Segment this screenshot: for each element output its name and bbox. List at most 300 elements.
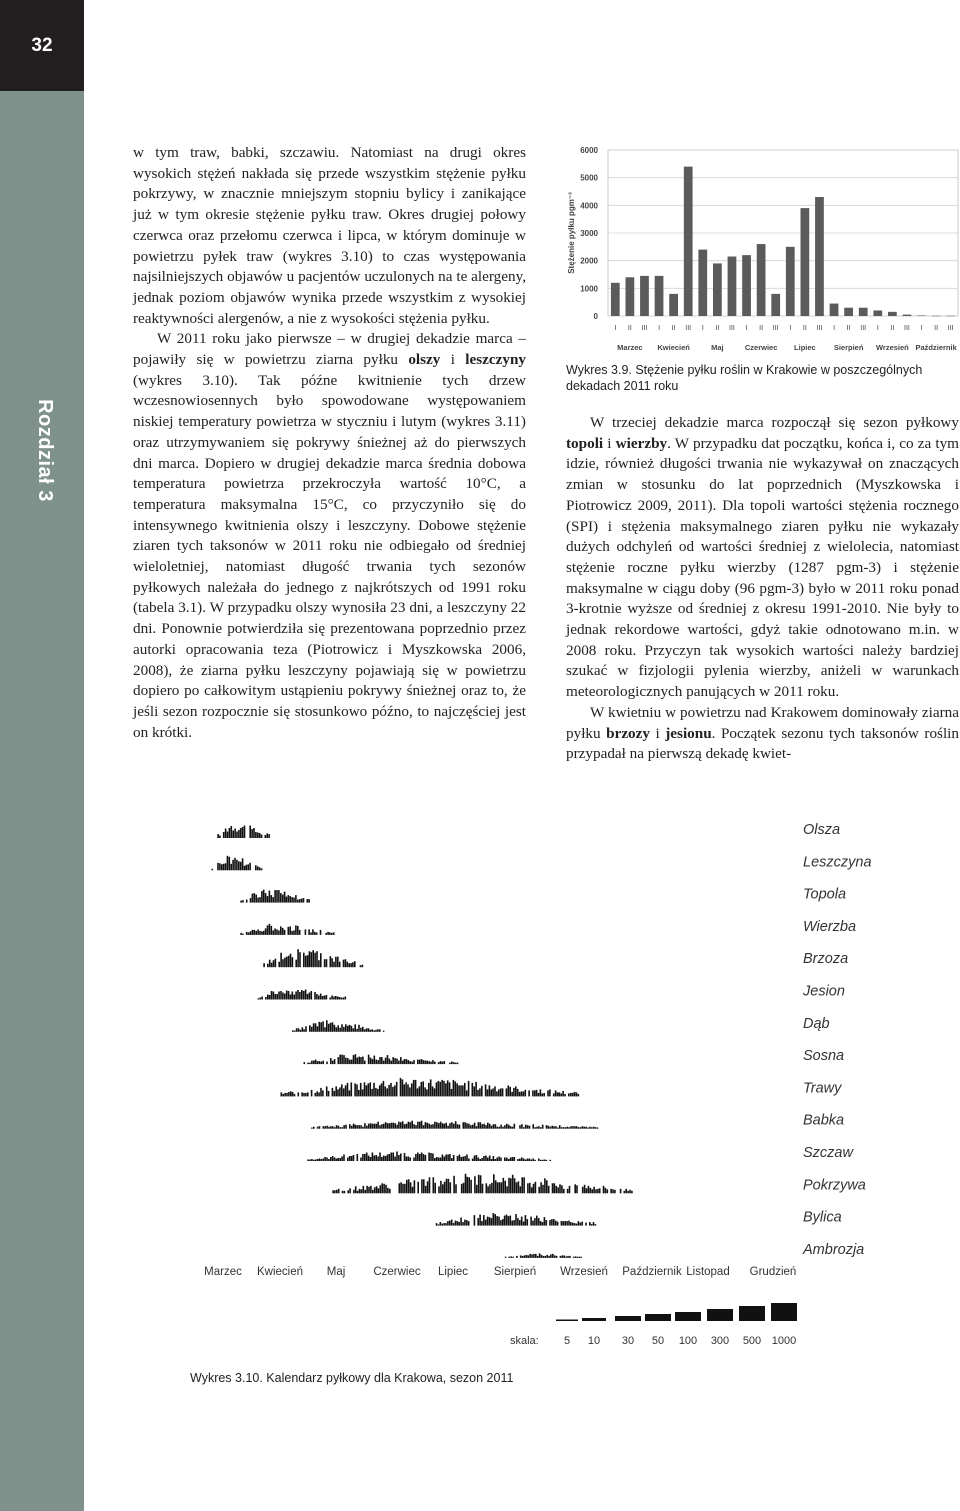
day-bar bbox=[385, 1122, 387, 1129]
day-bar bbox=[350, 963, 352, 967]
day-bar bbox=[415, 1080, 417, 1097]
day-bar bbox=[383, 1156, 385, 1162]
day-bar bbox=[487, 1186, 489, 1193]
day-bar bbox=[428, 1083, 430, 1097]
day-bar bbox=[557, 1222, 559, 1226]
day-bar bbox=[439, 1082, 441, 1097]
text-run: W trzeciej dekadzie marca rozpoczął się sezon pyłkowy bbox=[590, 414, 959, 431]
day-bar bbox=[312, 950, 314, 967]
day-bar bbox=[474, 1215, 476, 1226]
day-bar bbox=[295, 960, 297, 968]
day-bar bbox=[254, 930, 256, 935]
day-bar bbox=[377, 1089, 379, 1097]
day-bar bbox=[549, 1160, 551, 1161]
day-bar bbox=[377, 1157, 379, 1162]
day-bar bbox=[533, 1184, 535, 1194]
bar bbox=[830, 304, 839, 316]
day-bar bbox=[532, 1159, 534, 1162]
y-tick-label: 4000 bbox=[580, 201, 598, 211]
day-bar bbox=[576, 1185, 578, 1193]
day-bar bbox=[320, 1022, 322, 1032]
day-bar bbox=[313, 1160, 315, 1161]
bar bbox=[771, 294, 780, 316]
x-tick-label: I bbox=[614, 325, 617, 332]
taxon-label: Brzoza bbox=[803, 951, 849, 968]
day-bar bbox=[247, 864, 249, 870]
day-bar bbox=[508, 1125, 510, 1129]
day-bar bbox=[521, 1177, 523, 1193]
day-bar bbox=[358, 1125, 360, 1129]
day-bar bbox=[373, 1083, 375, 1097]
text-run: W kwietniu w powietrzu nad Krakowem dominowały ziarna pyłku bbox=[566, 703, 959, 742]
day-bar bbox=[246, 932, 248, 935]
day-bar bbox=[576, 1224, 578, 1226]
day-bar bbox=[491, 1089, 493, 1096]
day-bar bbox=[546, 1180, 548, 1193]
day-bar bbox=[252, 930, 254, 935]
month-label: Lipiec bbox=[437, 1266, 469, 1278]
day-bar bbox=[341, 1055, 343, 1065]
day-bar bbox=[234, 858, 236, 871]
day-bar bbox=[446, 1179, 448, 1194]
day-bar bbox=[447, 1126, 449, 1129]
day-bar bbox=[259, 833, 261, 838]
day-bar bbox=[257, 833, 259, 839]
day-bar bbox=[528, 1090, 530, 1096]
day-bar bbox=[334, 1190, 336, 1193]
calendar-row bbox=[281, 1078, 580, 1097]
day-bar bbox=[413, 1080, 415, 1097]
day-bar bbox=[333, 932, 335, 935]
day-bar bbox=[406, 1059, 408, 1064]
day-bar bbox=[225, 863, 227, 870]
day-bar bbox=[364, 1082, 366, 1096]
day-bar bbox=[445, 1123, 447, 1129]
day-bar bbox=[254, 893, 256, 903]
day-bar bbox=[547, 1090, 549, 1096]
day-bar bbox=[527, 1125, 529, 1129]
day-bar bbox=[282, 993, 284, 1000]
day-bar bbox=[504, 1181, 506, 1194]
day-bar bbox=[266, 834, 268, 839]
calendar-row bbox=[217, 826, 270, 839]
day-bar bbox=[455, 1221, 457, 1226]
day-bar bbox=[347, 1158, 349, 1162]
day-bar bbox=[316, 951, 318, 967]
day-bar bbox=[345, 959, 347, 967]
day-bar bbox=[374, 1187, 376, 1193]
month-label: Sierpień bbox=[833, 343, 864, 352]
day-bar bbox=[575, 1256, 577, 1258]
day-bar bbox=[442, 1184, 444, 1193]
day-bar bbox=[459, 1155, 461, 1162]
day-bar bbox=[444, 1124, 446, 1129]
taxon-label: Leszczyna bbox=[803, 854, 872, 871]
day-bar bbox=[257, 929, 259, 935]
day-bar bbox=[493, 1156, 495, 1161]
day-bar bbox=[551, 1219, 553, 1226]
day-bar bbox=[455, 1121, 457, 1129]
day-bar bbox=[335, 996, 337, 1000]
day-bar bbox=[493, 1213, 495, 1226]
day-bar bbox=[525, 1160, 527, 1162]
day-bar bbox=[436, 1082, 438, 1096]
day-bar bbox=[370, 1058, 372, 1065]
day-bar bbox=[434, 1062, 436, 1065]
day-bar bbox=[288, 1092, 290, 1097]
day-bar bbox=[411, 1083, 413, 1096]
day-bar bbox=[330, 1157, 332, 1161]
month-label: Maj bbox=[711, 343, 724, 352]
day-bar bbox=[474, 1176, 476, 1193]
day-bar bbox=[517, 1159, 519, 1161]
day-bar bbox=[599, 1188, 601, 1193]
day-bar bbox=[500, 1158, 502, 1162]
day-bar bbox=[335, 957, 337, 968]
day-bar bbox=[569, 1256, 571, 1258]
day-bar bbox=[364, 1029, 366, 1032]
day-bar bbox=[334, 1158, 336, 1162]
day-bar bbox=[513, 1220, 515, 1226]
day-bar bbox=[453, 1062, 455, 1064]
day-bar bbox=[572, 1223, 574, 1226]
day-bar bbox=[259, 931, 261, 935]
day-bar bbox=[477, 1218, 479, 1226]
day-bar bbox=[563, 1127, 565, 1129]
day-bar bbox=[489, 1124, 491, 1129]
day-bar bbox=[515, 1214, 517, 1226]
day-bar bbox=[357, 1058, 359, 1065]
day-bar bbox=[333, 962, 335, 968]
taxon-label: Babka bbox=[803, 1112, 845, 1129]
day-bar bbox=[275, 994, 277, 1000]
day-bar bbox=[212, 869, 214, 871]
day-bar bbox=[631, 1191, 633, 1194]
day-bar bbox=[336, 1159, 338, 1162]
day-bar bbox=[288, 956, 290, 968]
day-bar bbox=[295, 992, 297, 1000]
day-bar bbox=[508, 1178, 510, 1194]
day-bar bbox=[546, 1220, 548, 1226]
day-bar bbox=[300, 1030, 302, 1032]
day-bar bbox=[301, 990, 303, 1000]
day-bar bbox=[443, 1223, 445, 1226]
day-bar bbox=[487, 1089, 489, 1096]
day-bar bbox=[478, 1175, 480, 1194]
bar bbox=[728, 257, 737, 316]
day-bar bbox=[498, 1217, 500, 1226]
scale-value: 50 bbox=[651, 1335, 665, 1347]
day-bar bbox=[375, 1088, 377, 1097]
day-bar bbox=[591, 1224, 593, 1226]
day-bar bbox=[589, 1127, 591, 1129]
day-bar bbox=[381, 1083, 383, 1096]
day-bar bbox=[553, 1093, 555, 1096]
day-bar bbox=[445, 1223, 447, 1226]
day-bar bbox=[569, 1186, 571, 1194]
day-bar bbox=[236, 832, 238, 839]
day-bar bbox=[500, 1220, 502, 1226]
day-bar bbox=[525, 1090, 527, 1097]
day-bar bbox=[375, 1030, 377, 1032]
day-bar bbox=[525, 1215, 527, 1226]
day-bar bbox=[550, 1254, 552, 1258]
calendar-row bbox=[304, 1054, 459, 1064]
day-bar bbox=[392, 1153, 394, 1162]
day-bar bbox=[409, 1061, 411, 1064]
day-bar bbox=[330, 956, 332, 967]
day-bar bbox=[504, 1216, 506, 1226]
day-bar bbox=[278, 930, 280, 935]
day-bar bbox=[506, 1215, 508, 1226]
day-bar bbox=[366, 1028, 368, 1032]
chapter-side-band bbox=[0, 91, 84, 1511]
day-bar bbox=[426, 1061, 428, 1065]
day-bar bbox=[491, 1159, 493, 1161]
day-bar bbox=[531, 1254, 533, 1258]
day-bar bbox=[280, 893, 282, 903]
x-tick-label: III bbox=[685, 325, 692, 332]
day-bar bbox=[597, 1128, 599, 1129]
day-bar bbox=[533, 1254, 535, 1258]
day-bar bbox=[343, 1155, 345, 1162]
day-bar bbox=[293, 930, 295, 935]
day-bar bbox=[398, 1155, 400, 1161]
day-bar bbox=[555, 1090, 557, 1096]
day-bar bbox=[442, 1062, 444, 1065]
day-bar bbox=[307, 994, 309, 1000]
x-tick-label: III bbox=[947, 325, 954, 332]
day-bar bbox=[387, 1123, 389, 1129]
day-bar bbox=[366, 1186, 368, 1194]
day-bar bbox=[394, 1058, 396, 1064]
scale-value: 500 bbox=[742, 1335, 762, 1347]
calendar-row bbox=[292, 1020, 384, 1032]
day-bar bbox=[290, 954, 292, 968]
day-bar bbox=[470, 1180, 472, 1194]
bold-term: olszy bbox=[408, 351, 441, 369]
day-bar bbox=[580, 1127, 582, 1129]
scale-value: 5 bbox=[563, 1335, 571, 1347]
day-bar bbox=[314, 992, 316, 1000]
x-tick-label: II bbox=[802, 325, 807, 332]
day-bar bbox=[493, 1174, 495, 1193]
day-bar bbox=[374, 1124, 376, 1129]
day-bar bbox=[516, 1182, 518, 1193]
day-bar bbox=[343, 1027, 345, 1032]
day-bar bbox=[308, 899, 310, 903]
day-bar bbox=[319, 1126, 321, 1129]
day-bar bbox=[513, 1088, 515, 1097]
day-bar bbox=[561, 1127, 563, 1129]
day-bar bbox=[362, 1027, 364, 1032]
day-bar bbox=[291, 897, 293, 903]
day-bar bbox=[423, 1179, 425, 1193]
day-bar bbox=[355, 1186, 357, 1193]
bar bbox=[946, 316, 955, 317]
day-bar bbox=[311, 1128, 313, 1129]
day-bar bbox=[328, 1159, 330, 1161]
day-bar bbox=[574, 1126, 576, 1129]
day-bar bbox=[352, 962, 354, 967]
day-bar bbox=[595, 1224, 597, 1226]
day-bar bbox=[448, 1179, 450, 1194]
day-bar bbox=[349, 1025, 351, 1032]
day-bar bbox=[335, 1086, 337, 1096]
day-bar bbox=[240, 862, 242, 871]
day-bar bbox=[512, 1175, 514, 1194]
day-bar bbox=[368, 1055, 370, 1065]
day-bar bbox=[400, 1057, 402, 1064]
day-bar bbox=[240, 828, 242, 838]
day-bar bbox=[554, 1183, 556, 1193]
day-bar bbox=[276, 890, 278, 903]
day-bar bbox=[326, 1158, 328, 1162]
day-bar bbox=[455, 1063, 457, 1065]
day-bar bbox=[404, 1124, 406, 1129]
day-bar bbox=[460, 1085, 462, 1096]
day-bar bbox=[329, 932, 331, 935]
day-bar bbox=[519, 1220, 521, 1226]
day-bar bbox=[349, 1124, 351, 1129]
day-bar bbox=[529, 1183, 531, 1194]
day-bar bbox=[317, 1026, 319, 1032]
day-bar bbox=[271, 963, 273, 968]
day-bar bbox=[364, 1123, 366, 1129]
day-bar bbox=[385, 1156, 387, 1161]
day-bar bbox=[544, 1160, 546, 1162]
day-bar bbox=[419, 1154, 421, 1161]
day-bar bbox=[263, 931, 265, 935]
taxon-label: Wierzba bbox=[803, 918, 857, 935]
day-bar bbox=[404, 1059, 406, 1064]
day-bar bbox=[573, 1257, 575, 1258]
day-bar bbox=[535, 1182, 537, 1194]
day-bar bbox=[345, 997, 347, 1000]
day-bar bbox=[305, 1093, 307, 1097]
day-bar bbox=[362, 1089, 364, 1096]
bold-term: wierzby bbox=[615, 434, 668, 452]
day-bar bbox=[325, 933, 327, 935]
bar bbox=[859, 308, 868, 316]
day-bar bbox=[315, 1023, 317, 1032]
day-bar bbox=[425, 1122, 427, 1129]
day-bar bbox=[443, 1081, 445, 1097]
day-bar bbox=[472, 1083, 474, 1097]
day-bar bbox=[482, 1184, 484, 1194]
day-bar bbox=[297, 900, 299, 903]
day-bar bbox=[568, 1127, 570, 1129]
scale-swatch bbox=[556, 1320, 578, 1322]
day-bar bbox=[320, 930, 322, 935]
day-bar bbox=[535, 1254, 537, 1258]
day-bar bbox=[269, 924, 271, 935]
day-bar bbox=[411, 1121, 413, 1129]
day-bar bbox=[370, 1157, 372, 1161]
day-bar bbox=[326, 995, 328, 1000]
bar bbox=[640, 276, 649, 316]
day-bar bbox=[512, 1257, 514, 1258]
bold-term: jesionu bbox=[665, 724, 712, 742]
day-bar bbox=[486, 1183, 488, 1193]
day-bar bbox=[348, 963, 350, 967]
day-bar bbox=[370, 1030, 372, 1032]
day-bar bbox=[407, 1084, 409, 1096]
day-bar bbox=[349, 1188, 351, 1193]
day-bar bbox=[498, 1157, 500, 1162]
day-bar bbox=[390, 1083, 392, 1097]
day-bar bbox=[473, 1086, 475, 1096]
day-bar bbox=[591, 1127, 593, 1129]
day-bar bbox=[453, 1124, 455, 1129]
day-bar bbox=[323, 1126, 325, 1129]
day-bar bbox=[468, 1221, 470, 1226]
day-bar bbox=[338, 1189, 340, 1194]
x-tick-label: III bbox=[772, 325, 779, 332]
day-bar bbox=[438, 1062, 440, 1064]
day-bar bbox=[423, 1060, 425, 1064]
day-bar bbox=[331, 996, 333, 1000]
day-bar bbox=[540, 1182, 542, 1193]
x-tick-label: I bbox=[876, 325, 879, 332]
day-bar bbox=[447, 1221, 449, 1226]
day-bar bbox=[399, 1183, 401, 1193]
day-bar bbox=[309, 993, 311, 1000]
day-bar bbox=[433, 1177, 435, 1193]
month-label: Sierpień bbox=[493, 1266, 537, 1278]
right-text-column bbox=[566, 413, 959, 765]
day-bar bbox=[290, 1091, 292, 1096]
day-bar bbox=[398, 1061, 400, 1065]
day-bar bbox=[515, 1086, 517, 1096]
day-bar bbox=[532, 1221, 534, 1226]
day-bar bbox=[467, 1177, 469, 1194]
day-bar bbox=[430, 1153, 432, 1161]
day-bar bbox=[255, 931, 257, 935]
day-bar bbox=[353, 1155, 355, 1161]
day-bar bbox=[311, 991, 313, 1000]
day-bar bbox=[381, 1157, 383, 1161]
day-bar bbox=[336, 1125, 338, 1129]
day-bar bbox=[553, 1219, 555, 1226]
day-bar bbox=[487, 1158, 489, 1162]
day-bar bbox=[549, 1089, 551, 1096]
day-bar bbox=[311, 952, 313, 967]
day-bar bbox=[271, 895, 273, 903]
day-bar bbox=[567, 1189, 569, 1194]
day-bar bbox=[347, 1026, 349, 1032]
day-bar bbox=[578, 1094, 580, 1097]
day-bar bbox=[453, 1176, 455, 1194]
day-bar bbox=[359, 1189, 361, 1194]
x-tick-label: II bbox=[627, 325, 632, 332]
day-bar bbox=[478, 1158, 480, 1162]
day-bar bbox=[321, 1062, 323, 1065]
day-bar bbox=[413, 1124, 415, 1129]
bar bbox=[698, 250, 707, 316]
day-bar bbox=[428, 1124, 430, 1129]
day-bar bbox=[250, 898, 252, 903]
day-bar bbox=[491, 1218, 493, 1226]
day-bar bbox=[436, 1122, 438, 1129]
day-bar bbox=[394, 1157, 396, 1162]
day-bar bbox=[461, 1184, 463, 1194]
day-bar bbox=[269, 891, 271, 903]
day-bar bbox=[309, 1160, 311, 1162]
right-paragraph-2 bbox=[566, 703, 959, 765]
day-bar bbox=[565, 1127, 567, 1129]
day-bar bbox=[419, 1060, 421, 1065]
